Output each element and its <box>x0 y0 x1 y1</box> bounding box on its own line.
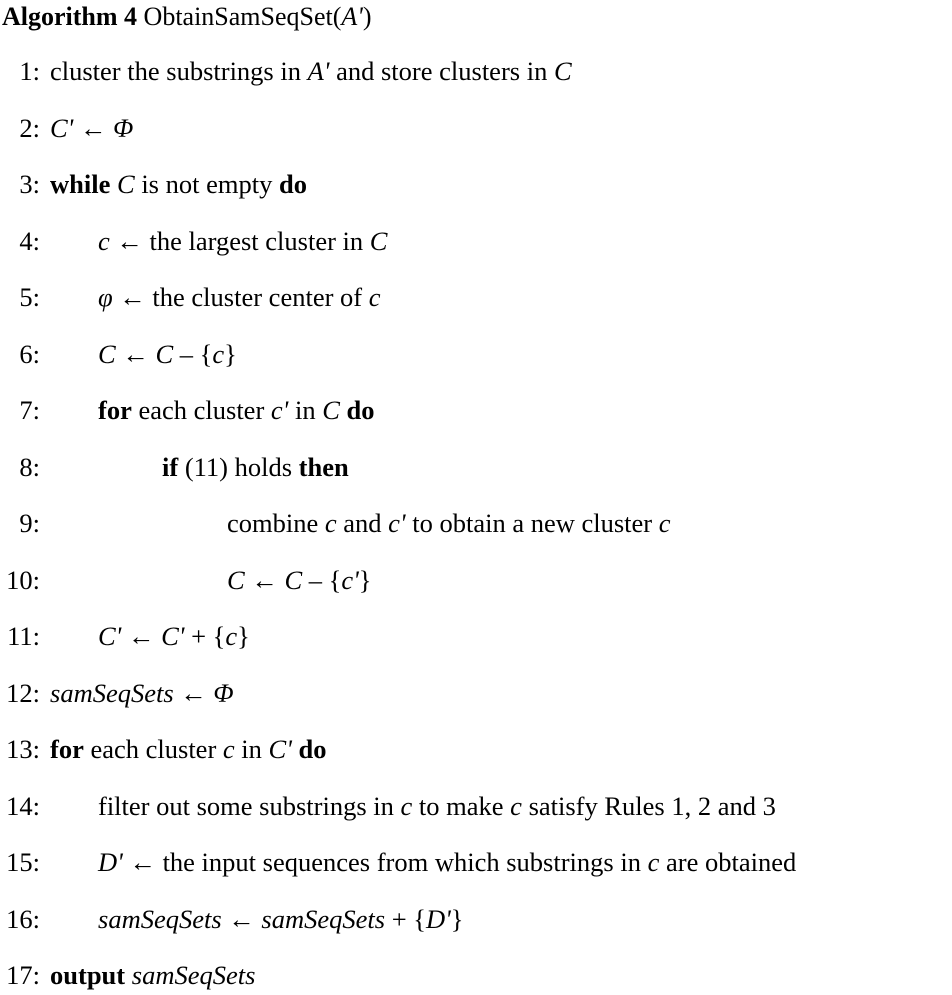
variable: C' <box>268 734 292 764</box>
keyword: do <box>346 395 375 425</box>
keyword: while <box>50 169 111 199</box>
line-number: 1: <box>19 56 40 86</box>
variable: c <box>212 339 225 369</box>
variable: C <box>369 226 388 256</box>
line-code <box>98 899 464 939</box>
text: } <box>450 904 464 934</box>
text: ← <box>115 339 156 369</box>
line-number: 15: <box>6 847 40 877</box>
variable: D' <box>425 904 451 934</box>
text: each cluster <box>131 395 271 425</box>
text <box>292 734 299 764</box>
variable: samSeqSets <box>50 678 174 708</box>
variable: C <box>98 339 116 369</box>
variable: c' <box>341 565 359 595</box>
text: ← the input sequences from which substrings in <box>122 847 648 877</box>
line-number: 8: <box>19 452 40 482</box>
line-code <box>98 616 250 656</box>
line-number: 12: <box>6 678 40 708</box>
variable: c <box>225 621 238 651</box>
text: ← the cluster center of <box>112 282 369 312</box>
text: ← the largest cluster in <box>109 226 370 256</box>
line-number: 2: <box>19 113 40 143</box>
text: ← <box>244 565 285 595</box>
variable: c <box>324 508 337 538</box>
algorithm-name: ObtainSamSeqSet( <box>143 2 342 31</box>
line-code <box>50 673 234 713</box>
line-number: 13: <box>6 734 40 764</box>
variable: samSeqSets <box>261 904 386 934</box>
variable: c <box>647 847 660 877</box>
text: – { <box>173 339 213 369</box>
line-number: 14: <box>6 791 40 821</box>
text: ← <box>173 678 214 708</box>
variable: C <box>155 339 174 369</box>
line-code <box>98 786 776 826</box>
variable: φ <box>98 282 113 312</box>
line-code <box>227 503 671 543</box>
line-number: 7: <box>19 395 40 425</box>
variable: D' <box>98 847 123 877</box>
text: ← <box>221 904 262 934</box>
variable: A' <box>307 56 330 86</box>
text: to make <box>412 791 511 821</box>
algorithm-close-paren: ) <box>362 2 372 31</box>
variable: C <box>284 565 303 595</box>
text: cluster the substrings in <box>50 56 308 86</box>
text: filter out some substrings in <box>98 791 401 821</box>
text: + { <box>184 621 226 651</box>
line-code <box>98 842 796 882</box>
line-number: 3: <box>19 169 40 199</box>
line-code <box>98 334 237 374</box>
text: ← <box>73 113 114 143</box>
text: } <box>237 621 250 651</box>
line-number: 10: <box>6 565 40 595</box>
text: combine <box>227 508 325 538</box>
text: } <box>224 339 237 369</box>
variable: C <box>227 565 245 595</box>
line-code <box>50 164 307 204</box>
variable: c <box>510 791 522 821</box>
line-code <box>50 955 255 995</box>
keyword: output <box>50 960 126 990</box>
line-code <box>50 729 327 769</box>
variable: C <box>117 169 135 199</box>
keyword: do <box>278 169 307 199</box>
line-code <box>50 108 133 148</box>
variable: c' <box>270 395 289 425</box>
variable: c <box>400 791 413 821</box>
variable: C' <box>161 621 185 651</box>
variable: c <box>222 734 235 764</box>
variable: c' <box>388 508 406 538</box>
text: each cluster <box>83 734 223 764</box>
text: (11) holds <box>178 452 299 482</box>
variable: C' <box>50 113 74 143</box>
variable: C <box>322 395 340 425</box>
line-code <box>162 447 349 487</box>
variable: c <box>658 508 671 538</box>
algorithm-label: Algorithm 4 <box>2 2 138 31</box>
algorithm-title <box>2 0 372 34</box>
text: are obtained <box>659 847 797 877</box>
line-code <box>227 560 372 600</box>
line-code <box>98 390 375 430</box>
line-number: 16: <box>6 904 40 934</box>
text: satisfy Rules 1, 2 and 3 <box>521 791 776 821</box>
text: is not empty <box>134 169 279 199</box>
text: ← <box>121 621 162 651</box>
text: and store clusters in <box>329 56 554 86</box>
keyword: then <box>298 452 349 482</box>
keyword: for <box>50 734 84 764</box>
variable: c <box>98 226 110 256</box>
text: in <box>288 395 323 425</box>
text: and <box>336 508 389 538</box>
text: } <box>358 565 372 595</box>
text: – { <box>302 565 342 595</box>
text: to obtain a new cluster <box>405 508 659 538</box>
line-number: 11: <box>7 621 40 651</box>
line-number: 6: <box>19 339 40 369</box>
text <box>340 395 347 425</box>
text: + { <box>385 904 426 934</box>
variable: C <box>553 56 572 86</box>
keyword: if <box>162 452 179 482</box>
variable: c <box>368 282 381 312</box>
variable: Φ <box>213 678 234 708</box>
line-number: 5: <box>19 282 40 312</box>
keyword: do <box>298 734 327 764</box>
line-code <box>50 51 572 91</box>
keyword: for <box>98 395 132 425</box>
line-code <box>98 221 387 261</box>
algorithm-arg: A' <box>341 2 363 31</box>
line-code <box>98 277 381 317</box>
variable: samSeqSets <box>131 960 256 990</box>
line-number: 9: <box>19 508 40 538</box>
text <box>125 960 132 990</box>
text <box>110 169 117 199</box>
line-number: 17: <box>6 960 40 990</box>
text: in <box>234 734 269 764</box>
variable: C' <box>98 621 122 651</box>
variable: Φ <box>113 113 134 143</box>
line-number: 4: <box>19 226 40 256</box>
variable: samSeqSets <box>98 904 222 934</box>
